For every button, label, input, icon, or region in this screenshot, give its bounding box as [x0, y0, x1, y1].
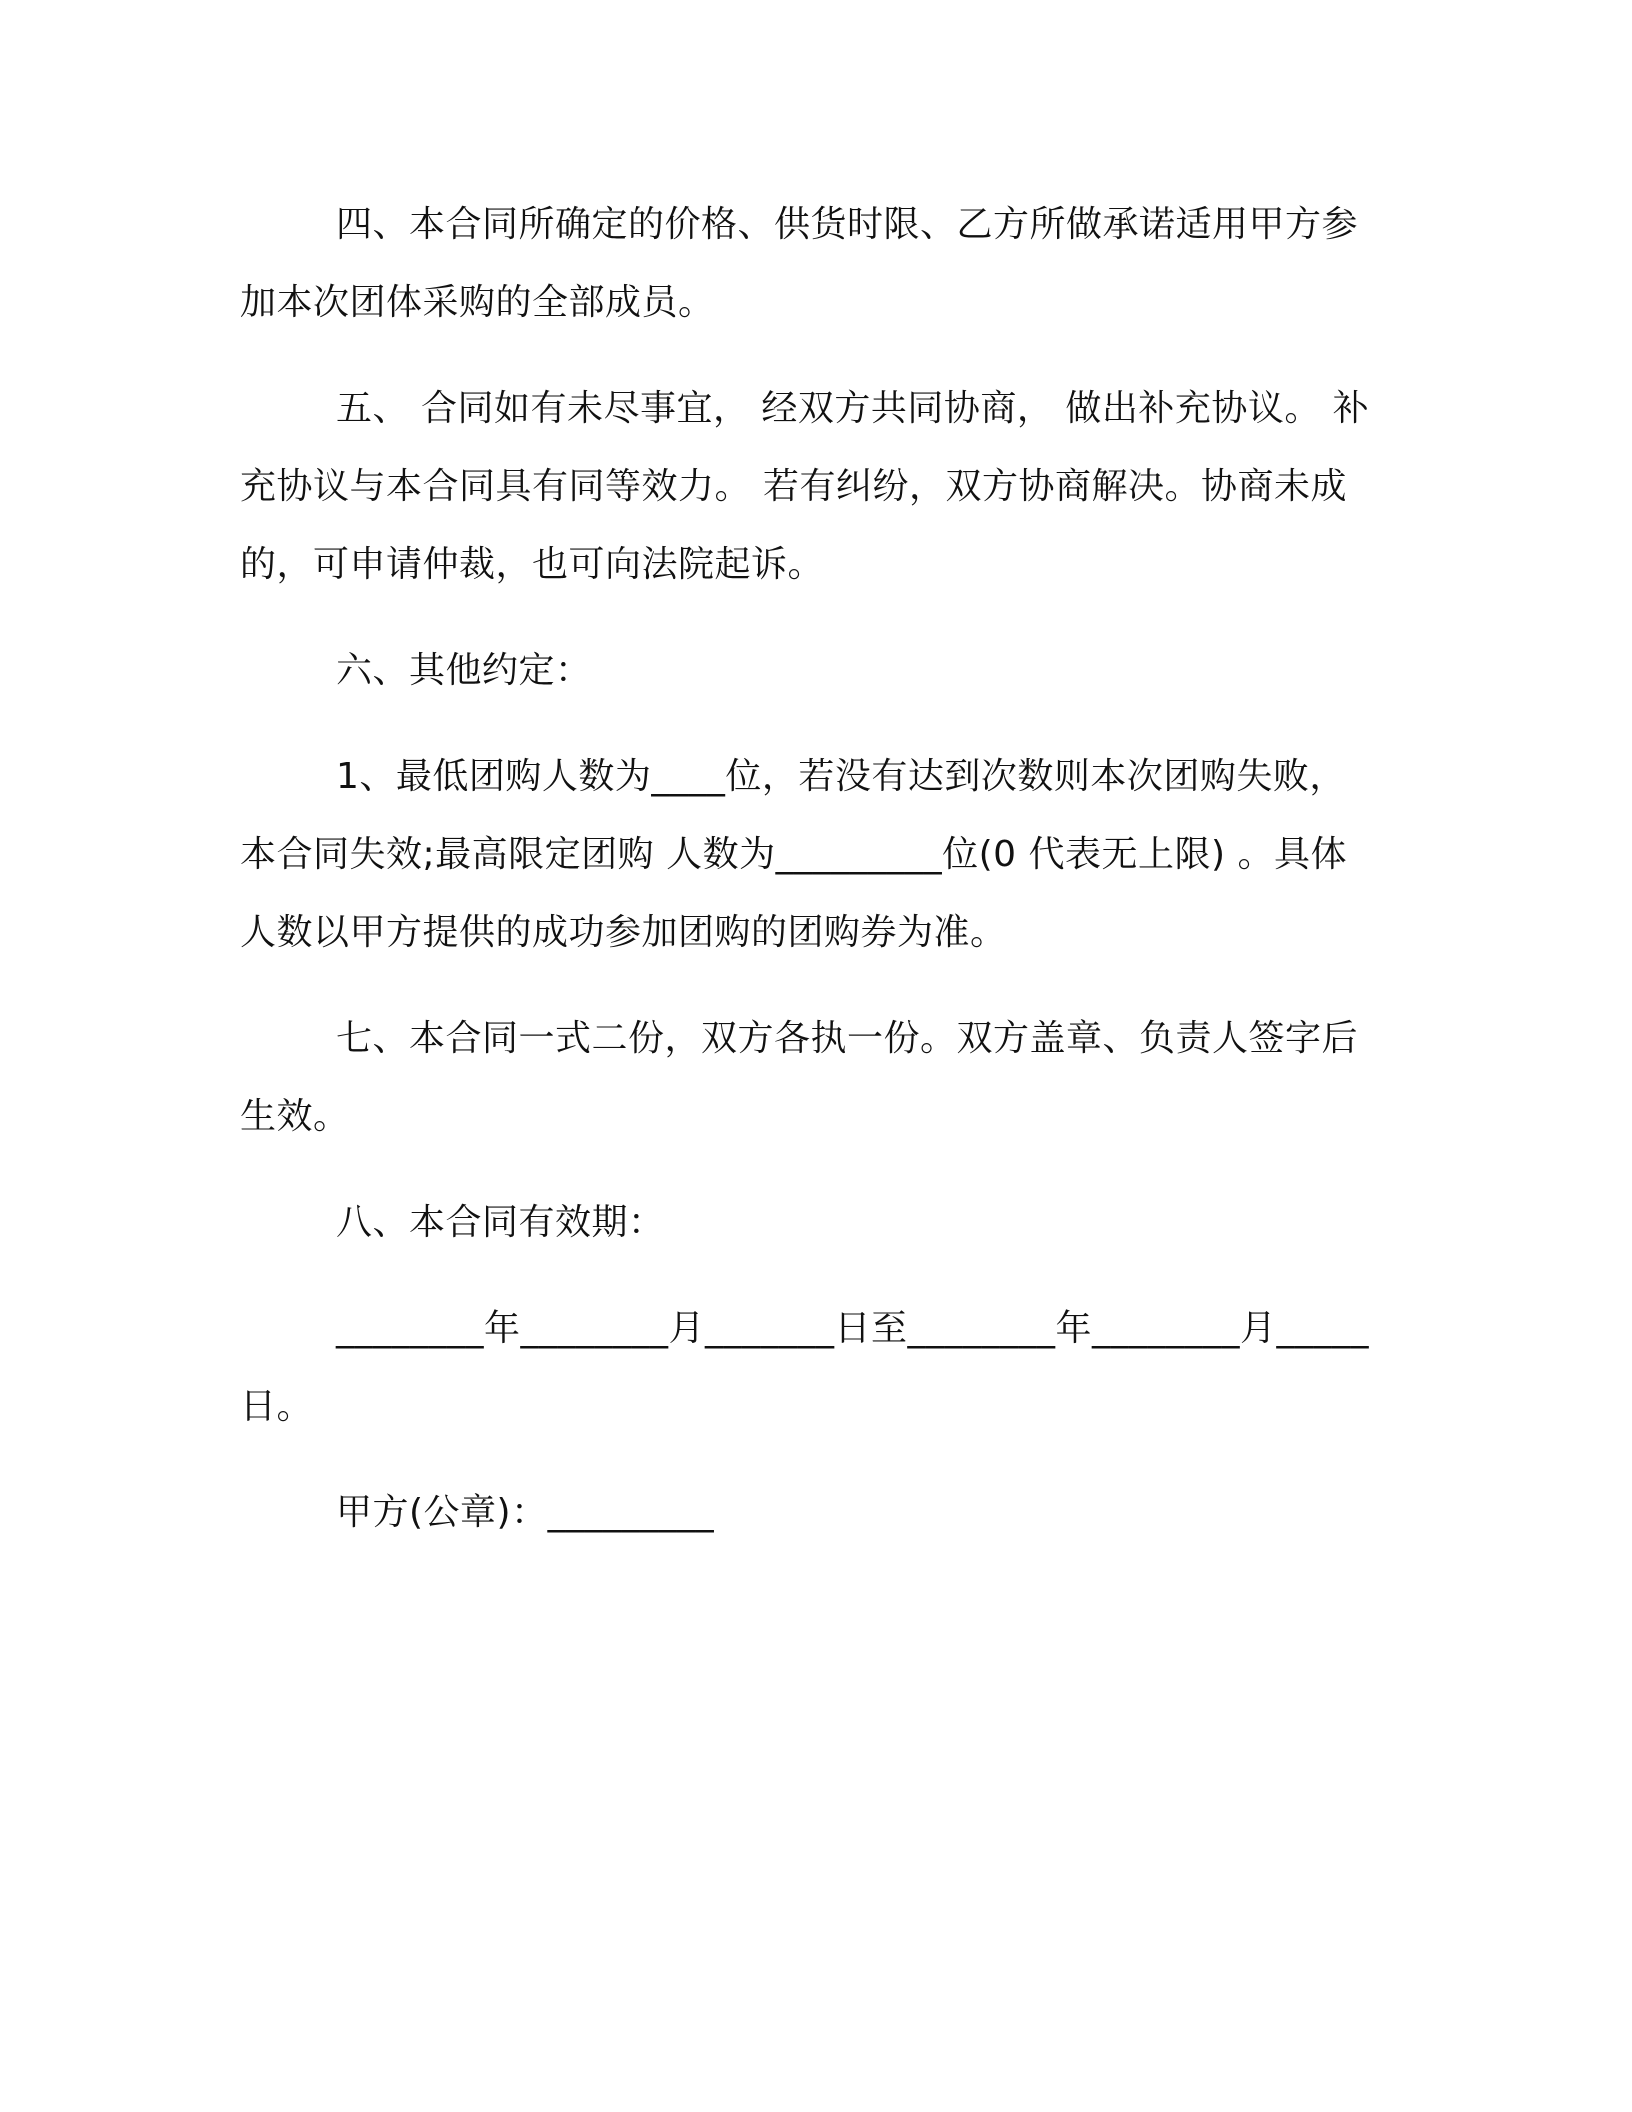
clause-six-heading: 六、其他约定： — [336, 650, 592, 691]
clause-five: 五、 合同如有未尽事宜， 经双方共同协商， 做出补充协议。 补充协议与本合同具有同等效力。 若有纠纷，双方协商解决。协商未成的，可申请仲裁，也可向法院起诉。 — [240, 388, 1370, 585]
contract-body — [240, 186, 1380, 1580]
clause-four: 四、本合同所确定的价格、供货时限、乙方所做承诺适用甲方参加本次团体采购的全部成员。 — [240, 204, 1359, 323]
clause-six-item-one: 1、最低团购人数为____位，若没有达到次数则本次团购失败，本合同失效;最高限定团购 人数为_________位(0 代表无上限) 。具体人数以甲方提供的成功参加团购的团购券为准。 — [240, 756, 1347, 953]
party-a-seal-line: 甲方(公章)：_________ — [336, 1492, 715, 1533]
clause-seven: 七、本合同一式二份，双方各执一份。双方盖章、负责人签字后生效。 — [240, 1018, 1359, 1137]
validity-period-line: ________年________月_______日至________年________月_____日。 — [240, 1308, 1369, 1427]
clause-eight-heading: 八、本合同有效期： — [336, 1202, 665, 1243]
